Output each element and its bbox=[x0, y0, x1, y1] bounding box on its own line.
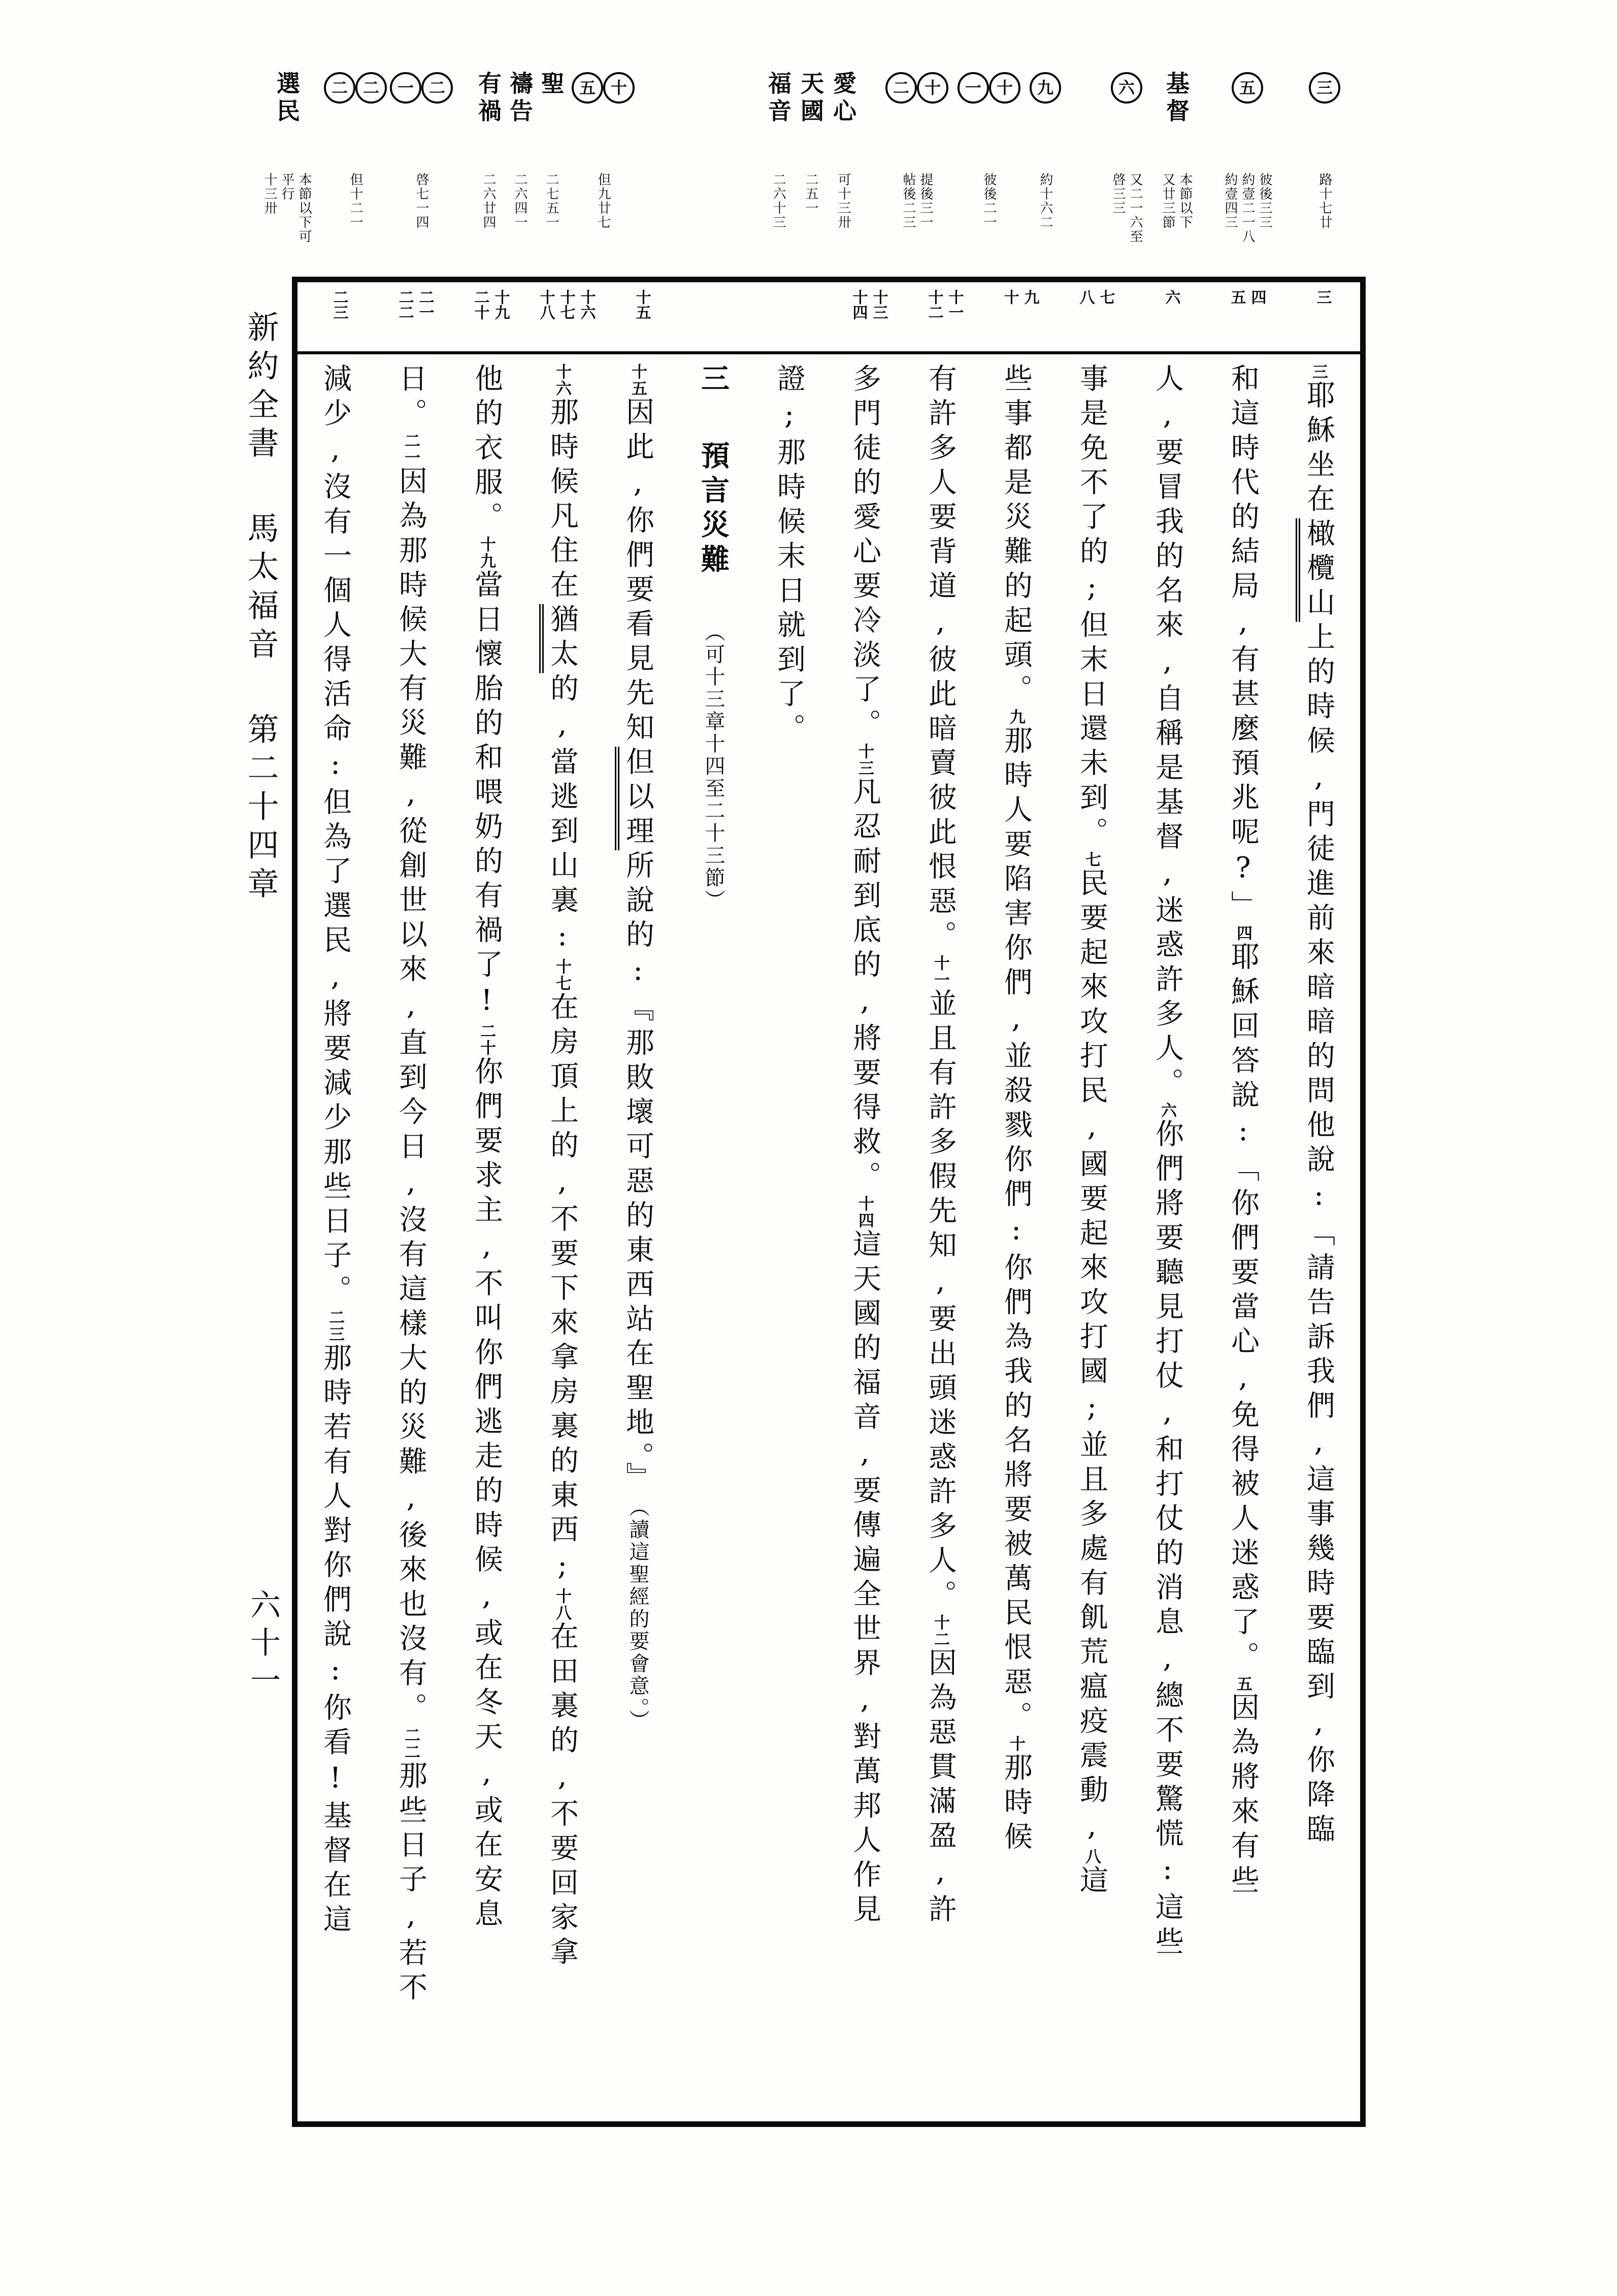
ref-citations bbox=[480, 173, 497, 229]
verse-number: 十五 bbox=[633, 289, 651, 320]
margin-cross-references bbox=[262, 71, 1340, 284]
inline-verse-number: 二二 bbox=[402, 1727, 420, 1760]
ref-citation: 啓三三 bbox=[1110, 173, 1126, 215]
verse-number: 十 bbox=[1001, 289, 1019, 305]
margin-ref-group bbox=[958, 71, 1020, 229]
body-text: 上的時候,門徒進前來暗暗的問他說:﹁請告訴我們,這事幾時要臨到,你降臨 bbox=[1302, 622, 1335, 1848]
text-column bbox=[751, 363, 827, 2110]
ref-citation: 二五一 bbox=[803, 173, 818, 215]
section-heading: 預言災難 bbox=[697, 441, 730, 579]
text-column bbox=[978, 363, 1054, 2110]
body-text: 那時候凡住在 bbox=[546, 397, 579, 604]
gospel-title: 馬太福音 bbox=[242, 512, 279, 666]
ref-term-label: 聖 bbox=[538, 71, 565, 98]
inline-note: ︵可十三章十四至二十三節︶ bbox=[702, 621, 725, 912]
ref-term-label: 有禍 bbox=[475, 71, 502, 126]
circled-verse-marker bbox=[1309, 71, 1340, 173]
ref-citation: 提後三一 bbox=[918, 173, 933, 229]
body-text: 你們要求主,不叫你們逃走的時候,或在冬天,或在安息 bbox=[470, 1056, 503, 1933]
body-text: 他的衣服。 bbox=[470, 363, 503, 536]
body-text: 因為那時候大有災難,從創世以來,直到今日,沒有這樣大的災難,後來也沒有。 bbox=[394, 466, 427, 1727]
verse-number-cell bbox=[831, 289, 906, 320]
margin-ref-group bbox=[474, 71, 503, 229]
inline-verse-number: 十五 bbox=[629, 363, 647, 397]
verse-number: 二十 bbox=[471, 289, 489, 320]
margin-ref-group bbox=[885, 71, 948, 229]
circled-verse-marker bbox=[958, 71, 1020, 173]
inline-note: ︵讀這聖經的要會意。︶ bbox=[626, 1496, 649, 1732]
circled-verse-marker bbox=[390, 71, 453, 173]
ref-citations bbox=[835, 173, 852, 229]
ref-term-label: 禱告 bbox=[506, 71, 534, 126]
verse-number-cell bbox=[1284, 289, 1360, 305]
margin-ref-group bbox=[572, 71, 635, 229]
margin-ref-group bbox=[324, 71, 387, 229]
ref-citations bbox=[770, 173, 787, 229]
inline-verse-number: 六 bbox=[1158, 1102, 1176, 1119]
body-text: 你們將要聽見打仗,和打仗的消息,總不要驚慌:這些 bbox=[1151, 1119, 1184, 1961]
ref-citations bbox=[511, 173, 529, 229]
ref-citations bbox=[543, 173, 560, 229]
body-text: 當日懷胎的和喂奶的有禍了! bbox=[470, 570, 503, 1023]
body-text: 證;那時候末日就到了。 bbox=[773, 363, 806, 748]
inline-verse-number: 四 bbox=[1234, 925, 1252, 942]
inline-verse-number: 十四 bbox=[855, 1195, 874, 1229]
verse-number-cell bbox=[604, 289, 679, 320]
body-text: 這天國的福音,要傳遍全世界,對萬邦人作見 bbox=[848, 1229, 881, 1928]
margin-ref-group bbox=[1159, 71, 1194, 229]
margin-ref-group bbox=[1222, 71, 1273, 244]
verse-number-strip bbox=[298, 282, 1360, 354]
ref-citation: 約壹二一八 bbox=[1240, 173, 1255, 244]
circled-verse-marker bbox=[324, 71, 387, 173]
verse-number: 七 bbox=[1097, 289, 1115, 305]
text-column bbox=[1130, 363, 1205, 2110]
circled-numeral: 五 bbox=[1232, 72, 1263, 104]
text-column bbox=[1054, 363, 1130, 2110]
inline-verse-number: 十九 bbox=[477, 536, 496, 570]
body-text: 這 bbox=[1075, 1865, 1108, 1900]
inline-verse-number: 十八 bbox=[553, 1588, 571, 1621]
circled-numeral: 十 bbox=[917, 72, 948, 104]
ref-citations bbox=[802, 173, 819, 215]
ref-citation: 可十三卅 bbox=[836, 173, 851, 229]
body-text: 些事都是災難的起頭。 bbox=[1000, 363, 1033, 709]
ref-citation: 約壹四三 bbox=[1223, 173, 1238, 229]
text-column bbox=[827, 363, 903, 2110]
text-column bbox=[600, 363, 676, 2110]
ref-citations bbox=[413, 173, 430, 229]
margin-ref-group bbox=[261, 71, 313, 244]
body-text: 因為將來有些 bbox=[1227, 1692, 1260, 1900]
ref-citations bbox=[347, 173, 364, 229]
ref-citation: 但十二一 bbox=[348, 173, 363, 229]
body-text: 凡忍耐到底的,將要得救。 bbox=[848, 777, 881, 1195]
body-text: 耶穌坐在 bbox=[1302, 380, 1335, 518]
verse-number: 八 bbox=[1076, 289, 1095, 305]
chapter-title: 第二十四章 bbox=[242, 713, 279, 906]
body-text: 的,當逃到山裏: bbox=[546, 673, 579, 958]
page-number: 六十一 bbox=[245, 1589, 281, 1702]
section-heading: 三 bbox=[697, 363, 730, 398]
margin-ref-group bbox=[797, 71, 825, 215]
ref-citation: 啓七一四 bbox=[414, 173, 429, 229]
circled-numeral: 九 bbox=[1030, 72, 1061, 104]
body-text: 因為惡貫滿盈,許 bbox=[924, 1648, 957, 1928]
ref-citations bbox=[1222, 173, 1273, 244]
verse-number-cell bbox=[528, 289, 604, 320]
circled-numeral: 三 bbox=[1309, 72, 1340, 104]
ref-citation: 本節以下 bbox=[1177, 173, 1193, 229]
circled-numeral: 二 bbox=[421, 72, 453, 104]
circled-numeral: 六 bbox=[1111, 72, 1142, 104]
verse-number: 十七 bbox=[557, 289, 575, 320]
ref-term-label: 福音 bbox=[765, 71, 792, 126]
margin-ref-group bbox=[1109, 71, 1144, 244]
ref-citation: 但九廿七 bbox=[596, 173, 611, 229]
ref-citation: 彼後二一 bbox=[981, 173, 997, 229]
verse-number-cell bbox=[377, 289, 452, 320]
inline-verse-number: 十六 bbox=[553, 363, 571, 397]
body-text: 有許多人要背道,彼此暗賣彼此恨惡。 bbox=[924, 363, 957, 955]
circled-numeral: 一 bbox=[958, 72, 989, 104]
ref-term-label: 基督 bbox=[1163, 71, 1190, 126]
circled-numeral: 十 bbox=[989, 72, 1020, 104]
ref-citation: 二六廿四 bbox=[481, 173, 496, 229]
inline-verse-number: 八 bbox=[1082, 1848, 1101, 1865]
proper-noun-text: 橄欖山 bbox=[1296, 518, 1335, 622]
body-text: 那時候 bbox=[1000, 1752, 1033, 1856]
ref-citation: 路十七廿 bbox=[1317, 173, 1332, 229]
ref-citation: 二六四一 bbox=[512, 173, 527, 229]
body-text: 事是免不了的;但末日還未到。 bbox=[1075, 363, 1108, 851]
inline-verse-number: 七 bbox=[1082, 851, 1101, 868]
margin-ref-group bbox=[1309, 71, 1340, 229]
inline-verse-number: 十 bbox=[1007, 1736, 1025, 1752]
verse-number: 十九 bbox=[491, 289, 510, 320]
inline-verse-number: 二十 bbox=[477, 1023, 496, 1056]
verse-number: 十二 bbox=[925, 289, 943, 320]
ref-citation: 彼後三三 bbox=[1257, 173, 1272, 229]
circled-verse-marker bbox=[1111, 71, 1142, 173]
body-text: 民要起來攻打民,國要起來攻打國;並且多處有飢荒瘟疫震動, bbox=[1075, 868, 1108, 1848]
ref-term-label: 愛心 bbox=[830, 71, 857, 126]
circled-verse-marker bbox=[885, 71, 948, 173]
proper-noun-text: 但以理 bbox=[615, 747, 654, 850]
margin-ref-group bbox=[537, 71, 566, 229]
running-title bbox=[233, 311, 288, 1656]
ref-citation: 帖後二三 bbox=[901, 173, 916, 229]
verse-number-cell bbox=[906, 289, 982, 320]
verse-number: 十六 bbox=[577, 289, 596, 320]
verse-number: 六 bbox=[1162, 289, 1180, 305]
inline-verse-number: 二三 bbox=[326, 1309, 344, 1343]
proper-noun-text: 猶太 bbox=[539, 604, 579, 673]
verse-number: 二一 bbox=[416, 289, 434, 320]
ref-term-label: 選民 bbox=[273, 71, 301, 126]
circled-verse-marker bbox=[1232, 71, 1263, 173]
circled-numeral: 一 bbox=[390, 72, 421, 104]
ref-citations bbox=[1159, 173, 1194, 229]
body-text: 那時若有人對你們說:你看!基督在這 bbox=[319, 1343, 352, 1939]
ref-citation: 本節以下可 bbox=[296, 173, 312, 244]
ref-citation: 二七五一 bbox=[544, 173, 559, 229]
ref-citation: 十三卅 bbox=[262, 173, 277, 215]
circled-verse-marker bbox=[1030, 71, 1061, 173]
ref-citation: 又二一六至 bbox=[1128, 173, 1143, 244]
body-text: 多門徒的愛心要冷淡了。 bbox=[848, 363, 881, 743]
text-column bbox=[1205, 363, 1281, 2110]
ref-citation: 平行 bbox=[279, 173, 294, 201]
margin-ref-group bbox=[506, 71, 534, 229]
circled-numeral: 十 bbox=[603, 72, 635, 104]
body-text: 那些日子,若不 bbox=[394, 1760, 427, 2007]
verse-number: 十三 bbox=[870, 289, 888, 320]
ref-citations bbox=[595, 173, 612, 229]
verse-number: 二三 bbox=[330, 289, 348, 320]
text-column bbox=[298, 363, 373, 2110]
inline-verse-number: 五 bbox=[1234, 1676, 1252, 1692]
verse-number: 四 bbox=[1248, 289, 1266, 305]
text-column bbox=[373, 363, 449, 2110]
inline-verse-number: 十二 bbox=[931, 1614, 949, 1648]
ref-citation: 約十六二 bbox=[1038, 173, 1053, 229]
margin-ref-group bbox=[1030, 71, 1061, 229]
verse-number-cell bbox=[301, 289, 377, 320]
text-column bbox=[903, 363, 978, 2110]
verse-number-cell bbox=[1058, 289, 1133, 305]
ref-citation: 又廿三節 bbox=[1160, 173, 1175, 229]
circled-numeral: 五 bbox=[572, 72, 603, 104]
verse-number: 十四 bbox=[849, 289, 868, 320]
body-text: 並且有許多假先知,要出頭迷惑許多人。 bbox=[924, 988, 957, 1614]
text-column bbox=[524, 363, 600, 2110]
ref-citations bbox=[1037, 173, 1054, 229]
body-text: 減少,沒有一個人得活命:但為了選民,將要減少那些日子。 bbox=[319, 363, 352, 1309]
verse-number-cell bbox=[982, 289, 1058, 305]
body-text: 在田裏的,不要回家拿 bbox=[546, 1621, 579, 1971]
circled-numeral: 二 bbox=[885, 72, 917, 104]
ref-citations bbox=[900, 173, 934, 229]
body-text: 所說的:﹃那敗壞可惡的東西站在聖地。﹄ bbox=[621, 850, 654, 1496]
verse-number: 十八 bbox=[537, 289, 555, 320]
body-text: 耶穌回答說:﹁你們要當心,免得被人迷惑了。 bbox=[1227, 942, 1260, 1676]
body-text: 在房頂上的,不要下來拿房裏的東西; bbox=[546, 992, 579, 1588]
ref-citations bbox=[1109, 173, 1144, 244]
book-title: 新約全書 bbox=[242, 311, 279, 465]
verse-number: 十一 bbox=[945, 289, 964, 320]
verse-number: 二二 bbox=[395, 289, 414, 320]
body-text: 人,要冒我的名來,自稱是基督,迷惑許多人。 bbox=[1151, 363, 1184, 1102]
verse-number: 五 bbox=[1228, 289, 1246, 305]
margin-ref-group bbox=[390, 71, 453, 229]
ref-citations bbox=[261, 173, 313, 244]
inline-verse-number: 十一 bbox=[931, 955, 949, 988]
inline-verse-number: 九 bbox=[1007, 709, 1025, 725]
text-frame bbox=[292, 277, 1366, 2127]
verse-number: 九 bbox=[1021, 289, 1039, 305]
text-column bbox=[1281, 363, 1357, 2110]
text-column bbox=[449, 363, 524, 2110]
ref-term-label: 天國 bbox=[797, 71, 824, 126]
verse-number-cell bbox=[1209, 289, 1284, 305]
body-text: 日。 bbox=[394, 363, 427, 432]
ref-citations bbox=[1316, 173, 1333, 229]
body-text: 那時人要陷害你們,並殺戮你們:你們為我的名將要被萬民恨惡。 bbox=[1000, 725, 1033, 1736]
verse-number-cell bbox=[452, 289, 528, 320]
ref-citations bbox=[980, 173, 998, 229]
inline-verse-number: 十三 bbox=[855, 743, 874, 777]
circled-numeral: 二 bbox=[324, 72, 355, 104]
body-text: 因此,你們要看見先知 bbox=[621, 397, 654, 747]
text-column bbox=[676, 363, 751, 2110]
circled-numeral: 二 bbox=[355, 72, 387, 104]
body-text: 和這時代的結局,有甚麼預兆呢?﹂ bbox=[1227, 363, 1260, 925]
circled-verse-marker bbox=[572, 71, 635, 173]
margin-ref-group bbox=[764, 71, 793, 229]
inline-verse-number: 三 bbox=[1309, 363, 1328, 380]
verse-number-cell bbox=[1133, 289, 1209, 305]
inline-verse-number: 十七 bbox=[553, 958, 571, 992]
text-columns bbox=[298, 363, 1357, 2110]
inline-verse-number: 二一 bbox=[402, 432, 420, 466]
margin-ref-group bbox=[829, 71, 857, 229]
verse-number: 三 bbox=[1313, 289, 1332, 305]
ref-citation: 二六十三 bbox=[771, 173, 786, 229]
